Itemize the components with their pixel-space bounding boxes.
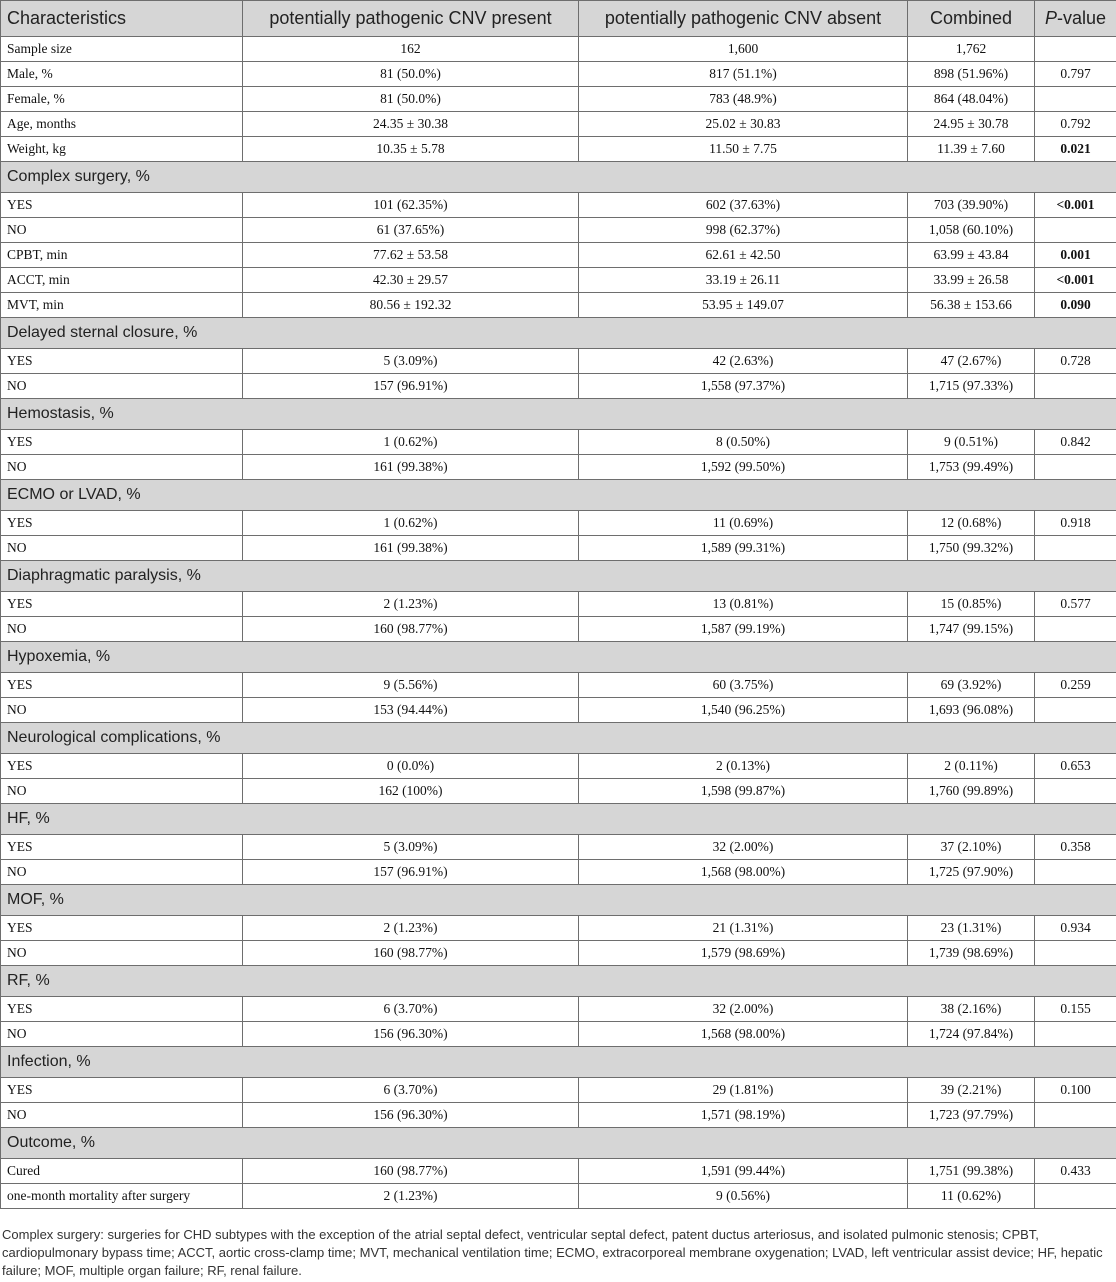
p-value: 0.155: [1035, 997, 1116, 1022]
combined-value: 11 (0.62%): [908, 1184, 1035, 1209]
row-label: YES: [1, 511, 243, 536]
table-row: [1, 112, 1116, 137]
table-row: [1, 997, 1116, 1022]
cnv-present-value: 5 (3.09%): [243, 349, 579, 374]
section-header-row: [1, 480, 1116, 511]
table-footnote: Complex surgery: surgeries for CHD subtypes with the exception of the atrial septal defect, ventricular septal defect, patent ductus arteriosus, and isolated pulmonic stenosis; CPBT, cardiopulmonary bypass time; ACCT, aortic cross-clamp time; MVT, mechanical ventilation time; ECMO, extracorporeal membrane oxygenation; LVAD, left ventricular assist device; HF, hepatic failure; MOF, multiple organ failure; RF, renal failure.: [2, 1227, 1103, 1278]
row-label: MVT, min: [1, 293, 243, 318]
combined-value: 39 (2.21%): [908, 1078, 1035, 1103]
row-label: Male, %: [1, 62, 243, 87]
section-label: Diaphragmatic paralysis, %: [1, 561, 1116, 592]
cnv-present-value: 6 (3.70%): [243, 997, 579, 1022]
cnv-absent-value: 1,592 (99.50%): [579, 455, 908, 480]
combined-value: 703 (39.90%): [908, 193, 1035, 218]
cnv-absent-value: 1,571 (98.19%): [579, 1103, 908, 1128]
cnv-present-value: 0 (0.0%): [243, 754, 579, 779]
table-row: [1, 349, 1116, 374]
cnv-absent-value: 1,591 (99.44%): [579, 1159, 908, 1184]
cnv-present-value: 77.62 ± 53.58: [243, 243, 579, 268]
p-value: 0.934: [1035, 916, 1116, 941]
p-value: 0.728: [1035, 349, 1116, 374]
cnv-absent-value: 9 (0.56%): [579, 1184, 908, 1209]
combined-value: 38 (2.16%): [908, 997, 1035, 1022]
cnv-absent-value: 13 (0.81%): [579, 592, 908, 617]
table-row: [1, 698, 1116, 723]
combined-value: 69 (3.92%): [908, 673, 1035, 698]
cnv-absent-value: 60 (3.75%): [579, 673, 908, 698]
cnv-present-value: 6 (3.70%): [243, 1078, 579, 1103]
table-row: [1, 193, 1116, 218]
combined-value: 11.39 ± 7.60: [908, 137, 1035, 162]
row-label: one-month mortality after surgery: [1, 1184, 243, 1209]
p-value: 0.918: [1035, 511, 1116, 536]
row-label: NO: [1, 1103, 243, 1128]
table-row: [1, 779, 1116, 804]
table-row: [1, 374, 1116, 399]
combined-value: 1,747 (99.15%): [908, 617, 1035, 642]
cnv-absent-value: 11 (0.69%): [579, 511, 908, 536]
p-value: [1035, 1022, 1116, 1047]
table-row: [1, 860, 1116, 885]
p-value: [1035, 941, 1116, 966]
combined-value: 1,724 (97.84%): [908, 1022, 1035, 1047]
table-row: [1, 455, 1116, 480]
table-row: [1, 916, 1116, 941]
table-row: [1, 137, 1116, 162]
row-label: YES: [1, 193, 243, 218]
cnv-absent-value: 33.19 ± 26.11: [579, 268, 908, 293]
table-row: [1, 37, 1116, 62]
p-value: 0.358: [1035, 835, 1116, 860]
p-value: <0.001: [1035, 193, 1116, 218]
cnv-present-value: 24.35 ± 30.38: [243, 112, 579, 137]
cnv-present-value: 61 (37.65%): [243, 218, 579, 243]
cnv-absent-value: 1,558 (97.37%): [579, 374, 908, 399]
combined-value: 1,723 (97.79%): [908, 1103, 1035, 1128]
section-label: Complex surgery, %: [1, 162, 1116, 193]
row-label: YES: [1, 430, 243, 455]
row-label: Female, %: [1, 87, 243, 112]
combined-value: 12 (0.68%): [908, 511, 1035, 536]
cnv-absent-value: 1,587 (99.19%): [579, 617, 908, 642]
row-label: Cured: [1, 1159, 243, 1184]
row-label: NO: [1, 1022, 243, 1047]
table-row: [1, 941, 1116, 966]
section-header-row: [1, 1047, 1116, 1078]
row-label: Age, months: [1, 112, 243, 137]
cnv-absent-value: 1,540 (96.25%): [579, 698, 908, 723]
cnv-present-value: 161 (99.38%): [243, 536, 579, 561]
p-value: [1035, 860, 1116, 885]
table-row: [1, 268, 1116, 293]
section-header-row: [1, 885, 1116, 916]
row-label: YES: [1, 1078, 243, 1103]
table-row: [1, 62, 1116, 87]
cnv-present-value: 157 (96.91%): [243, 860, 579, 885]
table-row: [1, 218, 1116, 243]
row-label: NO: [1, 374, 243, 399]
p-value: 0.100: [1035, 1078, 1116, 1103]
p-value: [1035, 698, 1116, 723]
cnv-present-value: 81 (50.0%): [243, 87, 579, 112]
cnv-absent-value: 32 (2.00%): [579, 835, 908, 860]
cnv-absent-value: 602 (37.63%): [579, 193, 908, 218]
cnv-absent-value: 25.02 ± 30.83: [579, 112, 908, 137]
header-cnv-absent: potentially pathogenic CNV absent: [579, 1, 908, 37]
row-label: YES: [1, 916, 243, 941]
section-header-row: [1, 1128, 1116, 1159]
combined-value: 1,762: [908, 37, 1035, 62]
section-header-row: [1, 399, 1116, 430]
combined-value: 24.95 ± 30.78: [908, 112, 1035, 137]
p-value: 0.842: [1035, 430, 1116, 455]
combined-value: 1,693 (96.08%): [908, 698, 1035, 723]
table-row: [1, 1103, 1116, 1128]
cnv-absent-value: 21 (1.31%): [579, 916, 908, 941]
section-header-row: [1, 162, 1116, 193]
combined-value: 15 (0.85%): [908, 592, 1035, 617]
cnv-present-value: 160 (98.77%): [243, 617, 579, 642]
p-value: [1035, 37, 1116, 62]
table-row: [1, 511, 1116, 536]
row-label: CPBT, min: [1, 243, 243, 268]
cnv-present-value: 160 (98.77%): [243, 941, 579, 966]
cnv-absent-value: 1,568 (98.00%): [579, 860, 908, 885]
combined-value: 1,760 (99.89%): [908, 779, 1035, 804]
p-value: [1035, 87, 1116, 112]
cnv-absent-value: 998 (62.37%): [579, 218, 908, 243]
cnv-absent-value: 29 (1.81%): [579, 1078, 908, 1103]
cnv-absent-value: 42 (2.63%): [579, 349, 908, 374]
combined-value: 864 (48.04%): [908, 87, 1035, 112]
row-label: NO: [1, 617, 243, 642]
cnv-present-value: 80.56 ± 192.32: [243, 293, 579, 318]
combined-value: 37 (2.10%): [908, 835, 1035, 860]
section-label: ECMO or LVAD, %: [1, 480, 1116, 511]
cnv-present-value: 2 (1.23%): [243, 592, 579, 617]
cnv-absent-value: 1,568 (98.00%): [579, 1022, 908, 1047]
cnv-absent-value: 1,600: [579, 37, 908, 62]
cnv-present-value: 161 (99.38%): [243, 455, 579, 480]
row-label: NO: [1, 779, 243, 804]
section-label: Outcome, %: [1, 1128, 1116, 1159]
combined-value: 33.99 ± 26.58: [908, 268, 1035, 293]
table-row: [1, 430, 1116, 455]
row-label: YES: [1, 997, 243, 1022]
p-value: 0.653: [1035, 754, 1116, 779]
table-row: [1, 673, 1116, 698]
p-value: 0.001: [1035, 243, 1116, 268]
table-row: [1, 1022, 1116, 1047]
cnv-present-value: 162: [243, 37, 579, 62]
row-label: Sample size: [1, 37, 243, 62]
row-label: NO: [1, 455, 243, 480]
p-value: [1035, 1184, 1116, 1209]
section-label: MOF, %: [1, 885, 1116, 916]
cnv-absent-value: 1,579 (98.69%): [579, 941, 908, 966]
combined-value: 63.99 ± 43.84: [908, 243, 1035, 268]
table-row: [1, 617, 1116, 642]
section-header-row: [1, 723, 1116, 754]
section-label: RF, %: [1, 966, 1116, 997]
combined-value: 23 (1.31%): [908, 916, 1035, 941]
section-label: Hemostasis, %: [1, 399, 1116, 430]
cnv-absent-value: 62.61 ± 42.50: [579, 243, 908, 268]
cnv-present-value: 2 (1.23%): [243, 1184, 579, 1209]
combined-value: 56.38 ± 153.66: [908, 293, 1035, 318]
p-value: 0.090: [1035, 293, 1116, 318]
cnv-absent-value: 817 (51.1%): [579, 62, 908, 87]
combined-value: 1,058 (60.10%): [908, 218, 1035, 243]
row-label: NO: [1, 941, 243, 966]
p-value: [1035, 455, 1116, 480]
table-row: [1, 1078, 1116, 1103]
combined-value: 1,750 (99.32%): [908, 536, 1035, 561]
table-row: [1, 87, 1116, 112]
cnv-present-value: 42.30 ± 29.57: [243, 268, 579, 293]
p-value: 0.792: [1035, 112, 1116, 137]
section-header-row: [1, 642, 1116, 673]
table-row: [1, 536, 1116, 561]
cnv-absent-value: 53.95 ± 149.07: [579, 293, 908, 318]
section-label: Neurological complications, %: [1, 723, 1116, 754]
section-header-row: [1, 561, 1116, 592]
section-header-row: [1, 804, 1116, 835]
p-value: 0.577: [1035, 592, 1116, 617]
p-value: <0.001: [1035, 268, 1116, 293]
p-value: 0.021: [1035, 137, 1116, 162]
table-row: [1, 835, 1116, 860]
table-row: [1, 243, 1116, 268]
cnv-absent-value: 11.50 ± 7.75: [579, 137, 908, 162]
p-value: [1035, 1103, 1116, 1128]
row-label: YES: [1, 754, 243, 779]
cnv-present-value: 10.35 ± 5.78: [243, 137, 579, 162]
cnv-absent-value: 783 (48.9%): [579, 87, 908, 112]
combined-value: 898 (51.96%): [908, 62, 1035, 87]
p-value: 0.259: [1035, 673, 1116, 698]
combined-value: 1,739 (98.69%): [908, 941, 1035, 966]
cnv-absent-value: 1,598 (99.87%): [579, 779, 908, 804]
section-header-row: [1, 318, 1116, 349]
cnv-present-value: 1 (0.62%): [243, 511, 579, 536]
cnv-present-value: 101 (62.35%): [243, 193, 579, 218]
p-value: [1035, 374, 1116, 399]
combined-value: 2 (0.11%): [908, 754, 1035, 779]
row-label: Weight, kg: [1, 137, 243, 162]
row-label: YES: [1, 592, 243, 617]
cnv-present-value: 9 (5.56%): [243, 673, 579, 698]
cnv-absent-value: 32 (2.00%): [579, 997, 908, 1022]
row-label: NO: [1, 218, 243, 243]
cnv-present-value: 153 (94.44%): [243, 698, 579, 723]
section-label: Hypoxemia, %: [1, 642, 1116, 673]
row-label: NO: [1, 860, 243, 885]
cnv-present-value: 157 (96.91%): [243, 374, 579, 399]
cnv-present-value: 162 (100%): [243, 779, 579, 804]
header-characteristics: Characteristics: [1, 1, 243, 37]
p-value: [1035, 617, 1116, 642]
cnv-present-value: 2 (1.23%): [243, 916, 579, 941]
p-value: 0.797: [1035, 62, 1116, 87]
header-p-rest: -value: [1056, 8, 1107, 28]
table-row: [1, 1159, 1116, 1184]
table-row: [1, 754, 1116, 779]
row-label: YES: [1, 349, 243, 374]
header-combined: Combined: [908, 1, 1035, 37]
header-p-value: [1035, 1, 1116, 37]
combined-value: 1,751 (99.38%): [908, 1159, 1035, 1184]
row-label: NO: [1, 536, 243, 561]
combined-value: 1,725 (97.90%): [908, 860, 1035, 885]
p-value: [1035, 536, 1116, 561]
header-cnv-present: potentially pathogenic CNV present: [243, 1, 579, 37]
combined-value: 9 (0.51%): [908, 430, 1035, 455]
table-row: [1, 1184, 1116, 1209]
section-label: HF, %: [1, 804, 1116, 835]
cnv-present-value: 5 (3.09%): [243, 835, 579, 860]
cnv-absent-value: 8 (0.50%): [579, 430, 908, 455]
section-header-row: [1, 966, 1116, 997]
table-header: [1, 1, 1116, 37]
cnv-present-value: 1 (0.62%): [243, 430, 579, 455]
cnv-absent-value: 2 (0.13%): [579, 754, 908, 779]
row-label: YES: [1, 835, 243, 860]
combined-value: 1,715 (97.33%): [908, 374, 1035, 399]
cnv-absent-value: 1,589 (99.31%): [579, 536, 908, 561]
row-label: ACCT, min: [1, 268, 243, 293]
p-value: [1035, 779, 1116, 804]
table-body: [1, 37, 1116, 1209]
combined-value: 1,753 (99.49%): [908, 455, 1035, 480]
table-row: [1, 293, 1116, 318]
combined-value: 47 (2.67%): [908, 349, 1035, 374]
header-p-italic: P: [1044, 8, 1057, 28]
cnv-present-value: 156 (96.30%): [243, 1022, 579, 1047]
p-value: [1035, 218, 1116, 243]
cnv-present-value: 81 (50.0%): [243, 62, 579, 87]
section-label: Delayed sternal closure, %: [1, 318, 1116, 349]
section-label: Infection, %: [1, 1047, 1116, 1078]
row-label: YES: [1, 673, 243, 698]
table-row: [1, 592, 1116, 617]
cnv-present-value: 156 (96.30%): [243, 1103, 579, 1128]
cnv-present-value: 160 (98.77%): [243, 1159, 579, 1184]
row-label: NO: [1, 698, 243, 723]
p-value: 0.433: [1035, 1159, 1116, 1184]
